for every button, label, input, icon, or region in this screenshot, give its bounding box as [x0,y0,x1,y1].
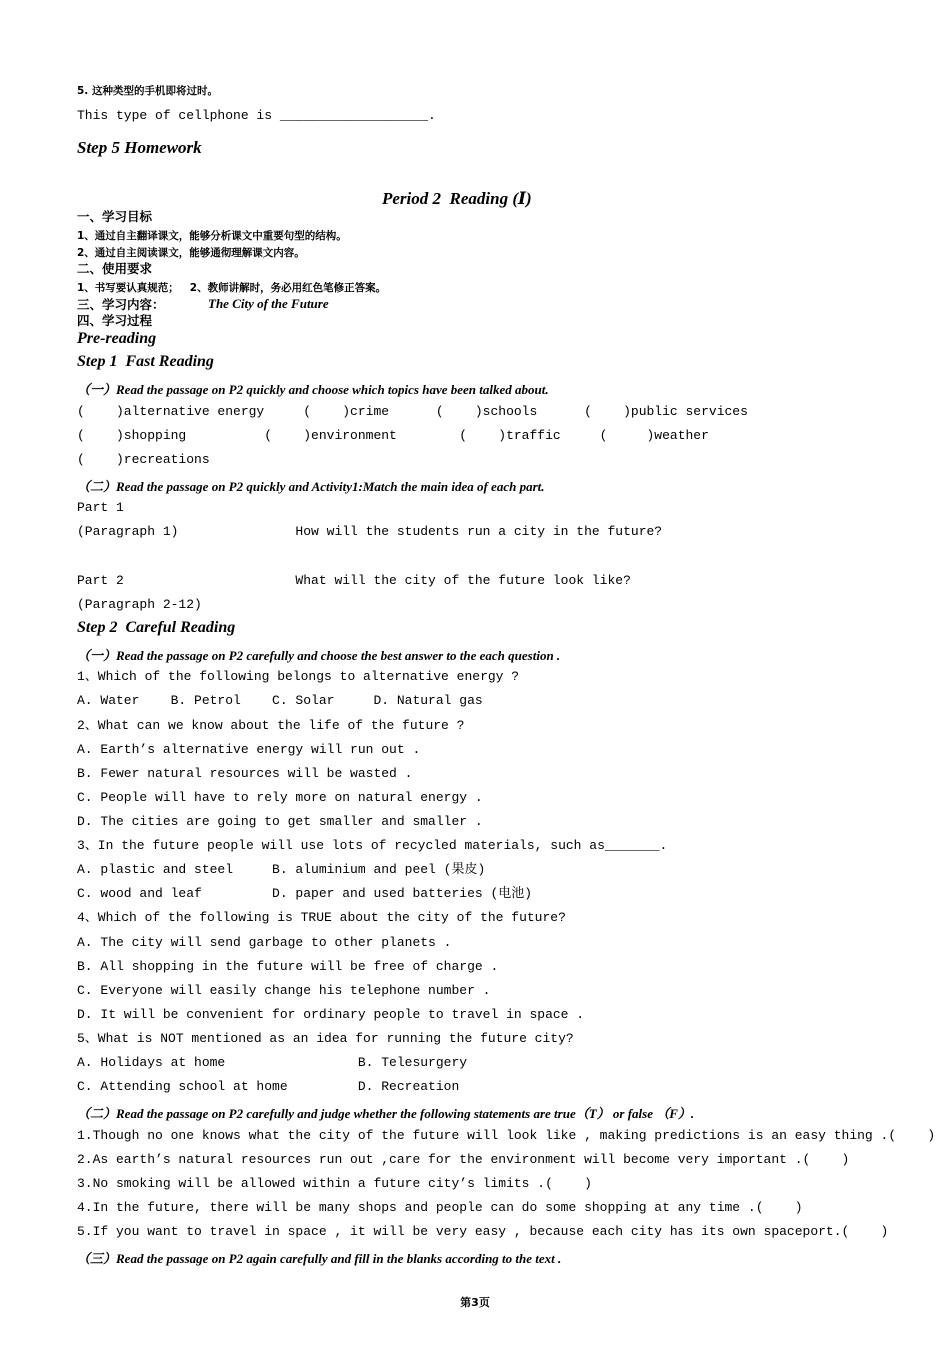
part1-paragraph: (Paragraph 1) How will the students run a city in the future? [77,524,663,539]
page-number: 第3页 [460,1296,490,1309]
topics-row-1: ( )alternative energy ( )crime ( )schools ( )public services [77,404,748,419]
question-line: A. Holidays at home B. Telesurgery [77,1055,468,1070]
question-line: B. All shopping in the future will be free of charge . [77,959,499,974]
question-line: A. Water B. Petrol C. Solar D. Natural gas [77,693,483,708]
goals-item-1: 1、通过自主翻译课文，能够分析课文中重要句型的结构。 [77,230,347,242]
question-line: A. plastic and steel B. aluminium and peel (果皮) [77,862,486,877]
requirements-text: 1、书写要认真规范； 2、教师讲解时，务必用红色笔修正答案。 [77,282,387,294]
step2-task3: （三）Read the passage on P2 again carefully and fill in the blanks according to the text . [77,1251,562,1266]
goals-item-2: 2、通过自主阅读课文，能够通彻理解课文内容。 [77,247,305,259]
step2-heading: Step 2 Careful Reading [77,619,236,636]
process-heading: 四、学习过程 [77,313,153,328]
content-title: The City of the Future [208,296,329,311]
step5-homework-heading: Step 5 Homework [77,138,202,157]
q5-chinese: 5. 这种类型的手机即将过时。 [77,85,218,97]
question-line: 1、Which of the following belongs to alternative energy ? [77,669,520,684]
question-line: 4、Which of the following is TRUE about the city of the future? [77,910,566,925]
question-line: A. The city will send garbage to other planets . [77,935,452,950]
question-line: C. Everyone will easily change his telephone number . [77,983,491,998]
question-line: 3、In the future people will use lots of recycled materials, such as_______. [77,838,668,853]
true-false-item: 2.As earth’s natural resources run out ,care for the environment will become very important .( ) [77,1152,850,1167]
pre-reading-heading: Pre-reading [77,330,157,347]
goals-heading: 一、学习目标 [77,209,153,224]
true-false-item: 3.No smoking will be allowed within a future city’s limits .( ) [77,1176,592,1191]
part2-paragraph: (Paragraph 2-12) [77,597,202,612]
topics-row-3: ( )recreations [77,452,210,467]
question-line: D. The cities are going to get smaller and smaller . [77,814,483,829]
question-line: D. It will be convenient for ordinary people to travel in space . [77,1007,585,1022]
topics-row-2: ( )shopping ( )environment ( )traffic ( )weather [77,428,709,443]
question-line: 2、What can we know about the life of the future ? [77,718,465,733]
step1-task2: （二）Read the passage on P2 quickly and Activity1:Match the main idea of each part. [77,479,545,494]
question-line: C. wood and leaf D. paper and used batteries (电池) [77,886,533,901]
question-line: A. Earth’s alternative energy will run out . [77,742,421,757]
q5-english: This type of cellphone is ___________________. [77,108,436,123]
step1-heading: Step 1 Fast Reading [77,353,214,370]
question-line: C. People will have to rely more on natural energy . [77,790,483,805]
requirements-heading: 二、使用要求 [77,261,153,276]
step2-task2: （二）Read the passage on P2 carefully and judge whether the following statements are true（T） or false （F）. [77,1106,695,1121]
true-false-item: 5.If you want to travel in space , it will be very easy , because each city has its own spaceport.( ) [77,1224,889,1239]
part2-label: Part 2 What will the city of the future look like? [77,573,631,588]
question-line: B. Fewer natural resources will be wasted . [77,766,413,781]
step2-task1: （一）Read the passage on P2 carefully and choose the best answer to the each question . [77,648,561,663]
true-false-item: 1.Though no one knows what the city of the future will look like , making predictions is an easy thing .( ) [77,1128,936,1143]
step1-task1: （一）Read the passage on P2 quickly and choose which topics have been talked about. [77,382,549,397]
question-line: 5、What is NOT mentioned as an idea for running the future city? [77,1031,574,1046]
content-label: 三、学习内容： [77,297,165,312]
question-line: C. Attending school at home D. Recreation [77,1079,460,1094]
true-false-item: 4.In the future, there will be many shops and people can do some shopping at any time .( ) [77,1200,803,1215]
part1-label: Part 1 [77,500,124,515]
period-title: Period 2 Reading (Ⅰ) [382,189,532,208]
